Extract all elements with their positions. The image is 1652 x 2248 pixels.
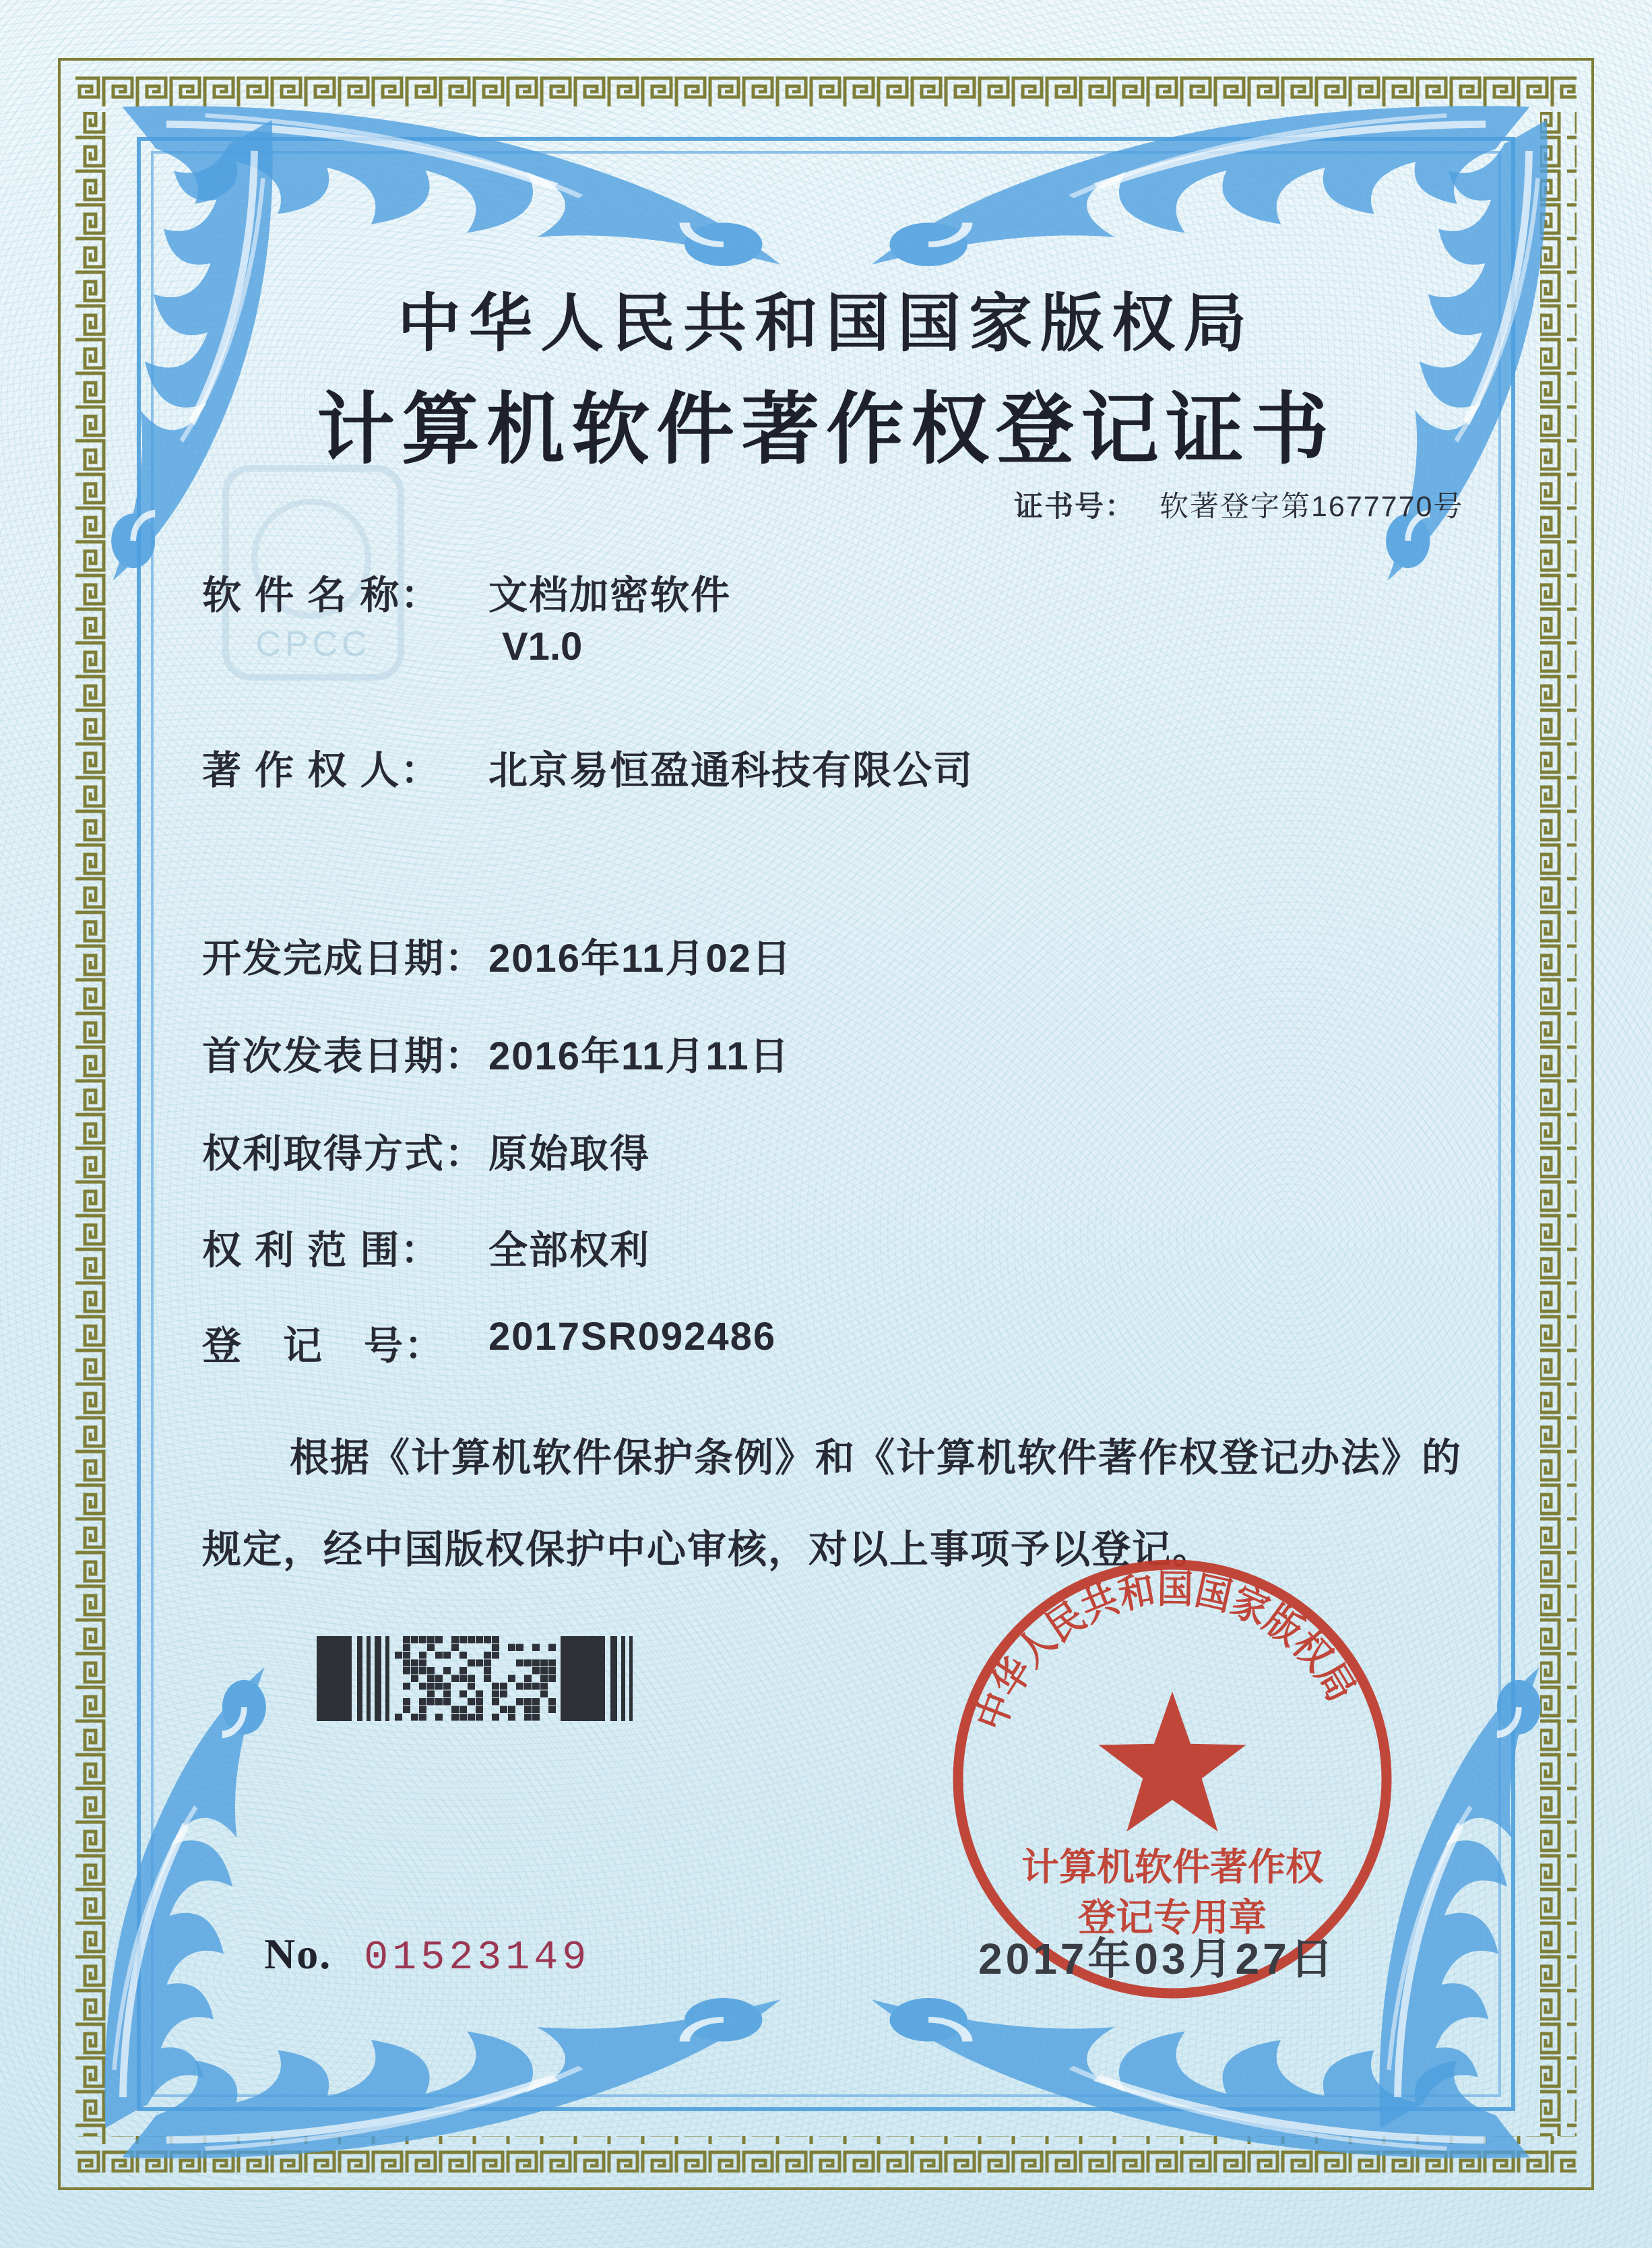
software-name-value: 文档加密软件 [488,573,732,617]
first-publish-date-label: 首次发表日期： [202,1034,486,1078]
issue-date: 2017年03月27日 [978,1935,1337,1983]
statement-line-2: 规定，经中国版权保护中心审核，对以上事项予以登记。 [202,1528,1213,1571]
registration-number-value: 2017SR092486 [488,1315,777,1359]
certificate-number-line [1014,484,1463,525]
dev-complete-date-value: 2016年11月02日 [488,937,792,980]
serial-prefix: No. [264,1930,332,1978]
rights-acquisition-value: 原始取得 [488,1132,651,1176]
certificate-number-label: 证书号： [1014,491,1135,523]
rights-scope-value: 全部权利 [488,1228,651,1272]
watermark-text: CPCC [255,625,371,664]
serial-number: 01523149 [364,1935,591,1981]
seal-star-icon [1099,1691,1246,1832]
seal-line-1: 计算机软件著作权 [1021,1846,1323,1888]
certificate-number-value: 软著登字第1677770号 [1159,491,1464,523]
software-version-value: V1.0 [502,625,583,668]
side-ornament-left-bottom-icon [101,1662,276,2133]
seal-ring-text: 中华人民共和国国家版权局 [968,1567,1365,1737]
certificate-title: 计算机软件著作权登记证书 [317,387,1335,474]
seal-line-2: 登记专用章 [1078,1896,1267,1939]
first-publish-date-value: 2016年11月11日 [488,1034,790,1078]
rights-acquisition-label: 权利取得方式： [202,1132,486,1176]
statement-line-1: 根据《计算机软件保护条例》和《计算机软件著作权登记办法》的 [290,1436,1463,1480]
registration-number-label: 登 记 号： [202,1324,445,1368]
barcode [317,1636,640,1721]
rights-scope-label: 权 利 范 围： [202,1228,441,1272]
serial-number-line [264,1929,590,1981]
software-name-label: 软 件 名 称： [202,573,441,617]
copyright-owner-label: 著 作 权 人： [202,749,441,792]
copyright-owner-value: 北京易恒盈通科技有限公司 [488,749,974,792]
issuer-title: 中华人民共和国国家版权局 [397,288,1254,358]
dev-complete-date-label: 开发完成日期： [202,937,486,980]
